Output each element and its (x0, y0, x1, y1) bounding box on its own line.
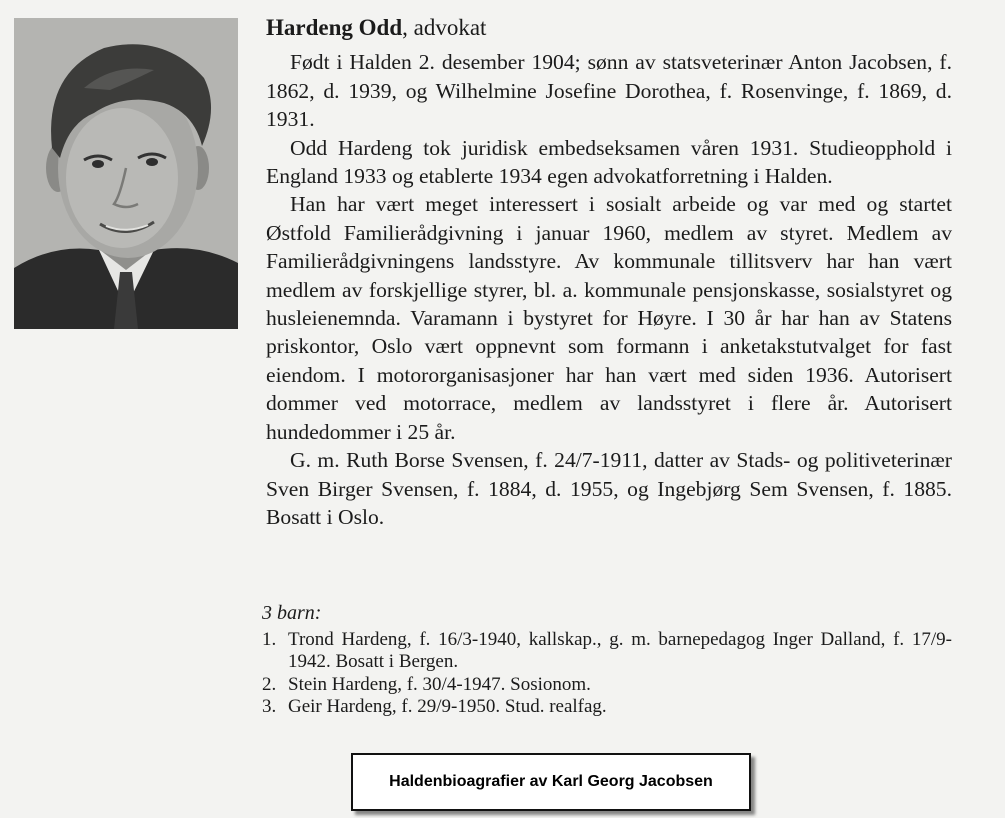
child-text: Trond Hardeng, f. 16/3-1940, kallskap., g. m. barnepedagog Inger Dalland, f. 17/9-1942. Bosatt i Bergen. (288, 628, 952, 672)
source-caption (351, 753, 751, 811)
children-heading: 3 barn: (262, 602, 322, 624)
children-section (262, 602, 952, 719)
entry-profession: , advokat (402, 15, 487, 40)
source-caption-text: Haldenbioagrafier av Karl Georg Jacobsen (389, 773, 713, 790)
paragraph-education: Odd Hardeng tok juridisk embedseksamen våren 1931. Studieopphold i England 1933 og etablerte 1934 egen advokatforretning i Halden. (266, 135, 952, 189)
portrait-photo (14, 18, 238, 329)
biography-entry (266, 14, 952, 531)
paragraph-activities: Han har vært meget interessert i sosialt arbeide og var med og startet Østfold Familierådgivning i januar 1960, medlem av styret. Medlem av Familierådgivningens landsstyre. Av kommunale tillitsverv har han vært medlem av forskjellige styrer, bl. a. kommunale pensjonskasse, sosialstyret og husleienemnda. Varamann i bystyret for Høyre. I 30 år har han av Statens priskontor, Oslo vært oppnevnt som formann i anketakstutvalget for fast eiendom. I motororganisasjoner har han vært med siden 1936. Autorisert dommer ved motorrace, medlem av landsstyret i flere år. Autorisert hundedommer i 25 år. (266, 192, 952, 444)
entry-title (266, 14, 952, 42)
child-item (262, 674, 952, 697)
paragraph-birth: Født i Halden 2. desember 1904; sønn av statsveterinær Anton Jacobsen, f. 1862, d. 1939, og Wilhelmine Josefine Dorothea, f. Rosenvinge, f. 1869, d. 1931. (266, 50, 952, 132)
child-item (262, 629, 952, 674)
child-item (262, 696, 952, 719)
child-number: 2. (262, 673, 277, 695)
child-text: Geir Hardeng, f. 29/9-1950. Stud. realfag. (288, 696, 607, 717)
child-text: Stein Hardeng, f. 30/4-1947. Sosionom. (288, 673, 591, 695)
entry-name: Hardeng Odd (266, 15, 403, 40)
child-number: 3. (262, 696, 277, 717)
child-number: 1. (262, 628, 277, 650)
paragraph-marriage: G. m. Ruth Borse Svensen, f. 24/7-1911, datter av Stads- og politiveterinær Sven Birger Svensen, f. 1884, d. 1955, og Ingebjørg Sem Svensen, f. 1885. Bosatt i Oslo. (266, 448, 952, 529)
